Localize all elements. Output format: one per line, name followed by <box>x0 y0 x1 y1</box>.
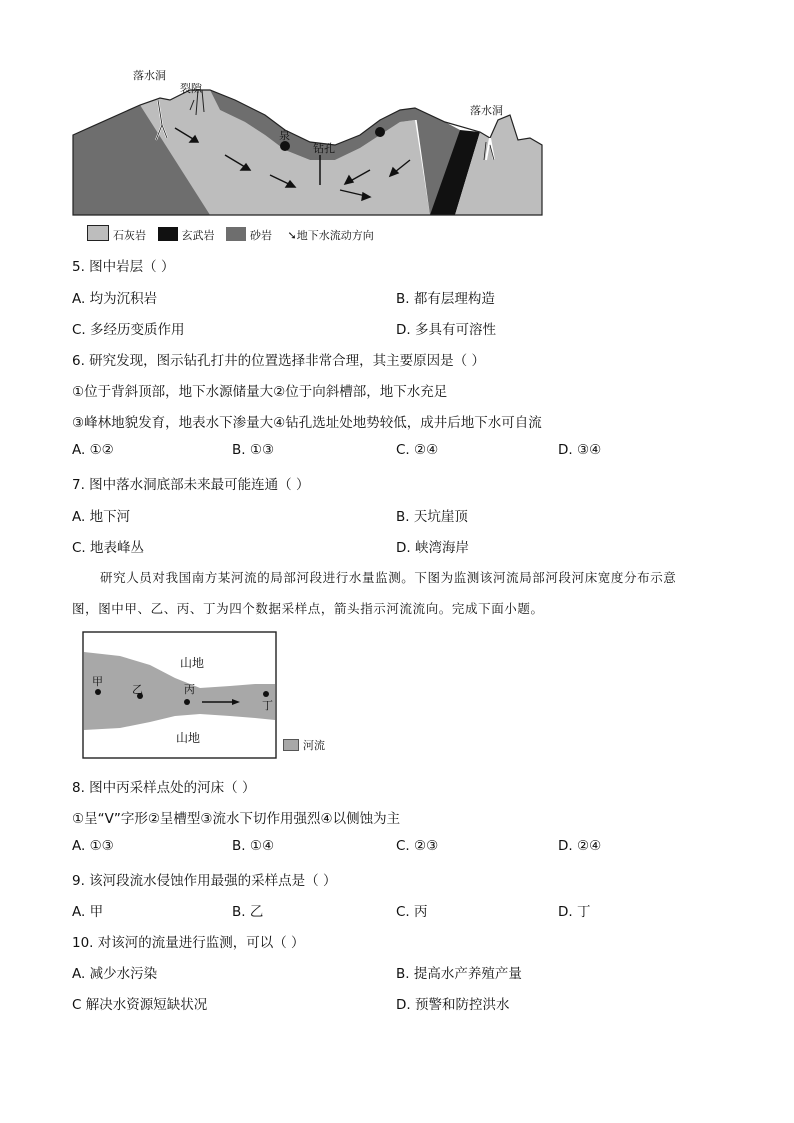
legend-sandstone: 砂岩 <box>250 229 272 242</box>
q9-option-c: C. 丙 <box>396 904 428 920</box>
q8-option-c: C. ②③ <box>396 838 439 854</box>
q5-option-a: A. 均为沉积岩 <box>72 291 158 307</box>
legend-river-swatch <box>283 739 299 751</box>
q6-option-d: D. ③④ <box>558 442 602 458</box>
question-10-stem: 10. 对该河的流量进行监测，可以（ ） <box>72 935 305 951</box>
q10-option-d: D. 预警和防控洪水 <box>396 997 510 1013</box>
label-point-jia: 甲 <box>92 675 103 688</box>
q9-option-d: D. 丁 <box>558 904 591 920</box>
legend-limestone-swatch <box>87 225 109 241</box>
q7-option-c: C. 地表峰丛 <box>72 540 145 556</box>
q8-option-a: A. ①③ <box>72 838 114 854</box>
q6-option-a: A. ①② <box>72 442 114 458</box>
q8-option-d: D. ②④ <box>558 838 602 854</box>
q6-option-b: B. ①③ <box>232 442 275 458</box>
q8-items: ①呈“V”字形②呈槽型③流水下切作用强烈④以侧蚀为主 <box>72 811 401 827</box>
q5-option-c: C. 多经历变质作用 <box>72 322 185 338</box>
q9-option-a: A. 甲 <box>72 904 104 920</box>
label-fissure: 裂隙 <box>180 82 202 95</box>
label-sinkhole-right: 落水洞 <box>470 104 503 117</box>
figure1-legend <box>87 225 374 243</box>
point-bing-icon <box>184 699 190 705</box>
label-mountain-top: 山地 <box>180 656 205 670</box>
legend-basalt: 玄武岩 <box>181 229 215 242</box>
question-5-stem: 5. 图中岩层（ ） <box>72 259 175 275</box>
q10-option-c: C 解决水资源短缺状况 <box>72 997 208 1013</box>
label-mountain-bottom: 山地 <box>176 731 201 745</box>
label-point-ding: 丁 <box>262 699 273 712</box>
question-6-stem: 6. 研究发现，图示钻孔打井的位置选择非常合理，其主要原因是（ ） <box>72 353 485 369</box>
q10-option-b: B. 提高水产养殖产量 <box>396 966 522 982</box>
q7-option-a: A. 地下河 <box>72 509 131 525</box>
legend-limestone: 石灰岩 <box>113 229 146 242</box>
q10-option-a: A. 减少水污染 <box>72 966 158 982</box>
passage-line-2: 图，图中甲、乙、丙、丁为四个数据采样点，箭头指示河流流向。完成下面小题。 <box>72 601 544 616</box>
q7-option-b: B. 天坑崖顶 <box>396 509 468 525</box>
question-8-stem: 8. 图中丙采样点处的河床（ ） <box>72 780 256 796</box>
arrow-icon: ➘ <box>287 229 297 242</box>
spring-right-icon <box>375 127 385 137</box>
point-jia-icon <box>95 689 101 695</box>
q9-option-b: B. 乙 <box>232 904 264 920</box>
label-spring: 泉 <box>279 129 290 142</box>
q6-option-c: C. ②④ <box>396 442 439 458</box>
label-point-bing: 丙 <box>184 683 195 696</box>
label-borehole: 钻孔 <box>313 142 335 155</box>
legend-sandstone-swatch <box>226 227 246 241</box>
legend-basalt-swatch <box>158 227 178 241</box>
legend-groundwater: 地下水流动方向 <box>296 229 374 242</box>
label-sinkhole-left: 落水洞 <box>133 69 166 82</box>
q7-option-d: D. 峡湾海岸 <box>396 540 469 556</box>
passage-line-1: 研究人员对我国南方某河流的局部河段进行水量监测。下图为监测该河流局部河段河床宽度分布示意 <box>100 570 677 585</box>
legend-river: 河流 <box>303 739 325 752</box>
q5-option-d: D. 多具有可溶性 <box>396 322 496 338</box>
geologic-cross-section <box>70 60 550 250</box>
q8-option-b: B. ①④ <box>232 838 275 854</box>
q6-items-1: ①位于背斜顶部，地下水源储量大②位于向斜槽部，地下水充足 <box>72 384 448 400</box>
question-9-stem: 9. 该河段流水侵蚀作用最强的采样点是（ ） <box>72 873 337 889</box>
question-7-stem: 7. 图中落水洞底部未来最可能连通（ ） <box>72 477 310 493</box>
q5-option-b: B. 都有层理构造 <box>396 291 495 307</box>
label-point-yi: 乙 <box>132 683 143 696</box>
figure2-legend <box>283 737 325 753</box>
q6-items-2: ③峰林地貌发育，地表水下渗量大④钻孔选址处地势较低，成井后地下水可自流 <box>72 415 542 431</box>
